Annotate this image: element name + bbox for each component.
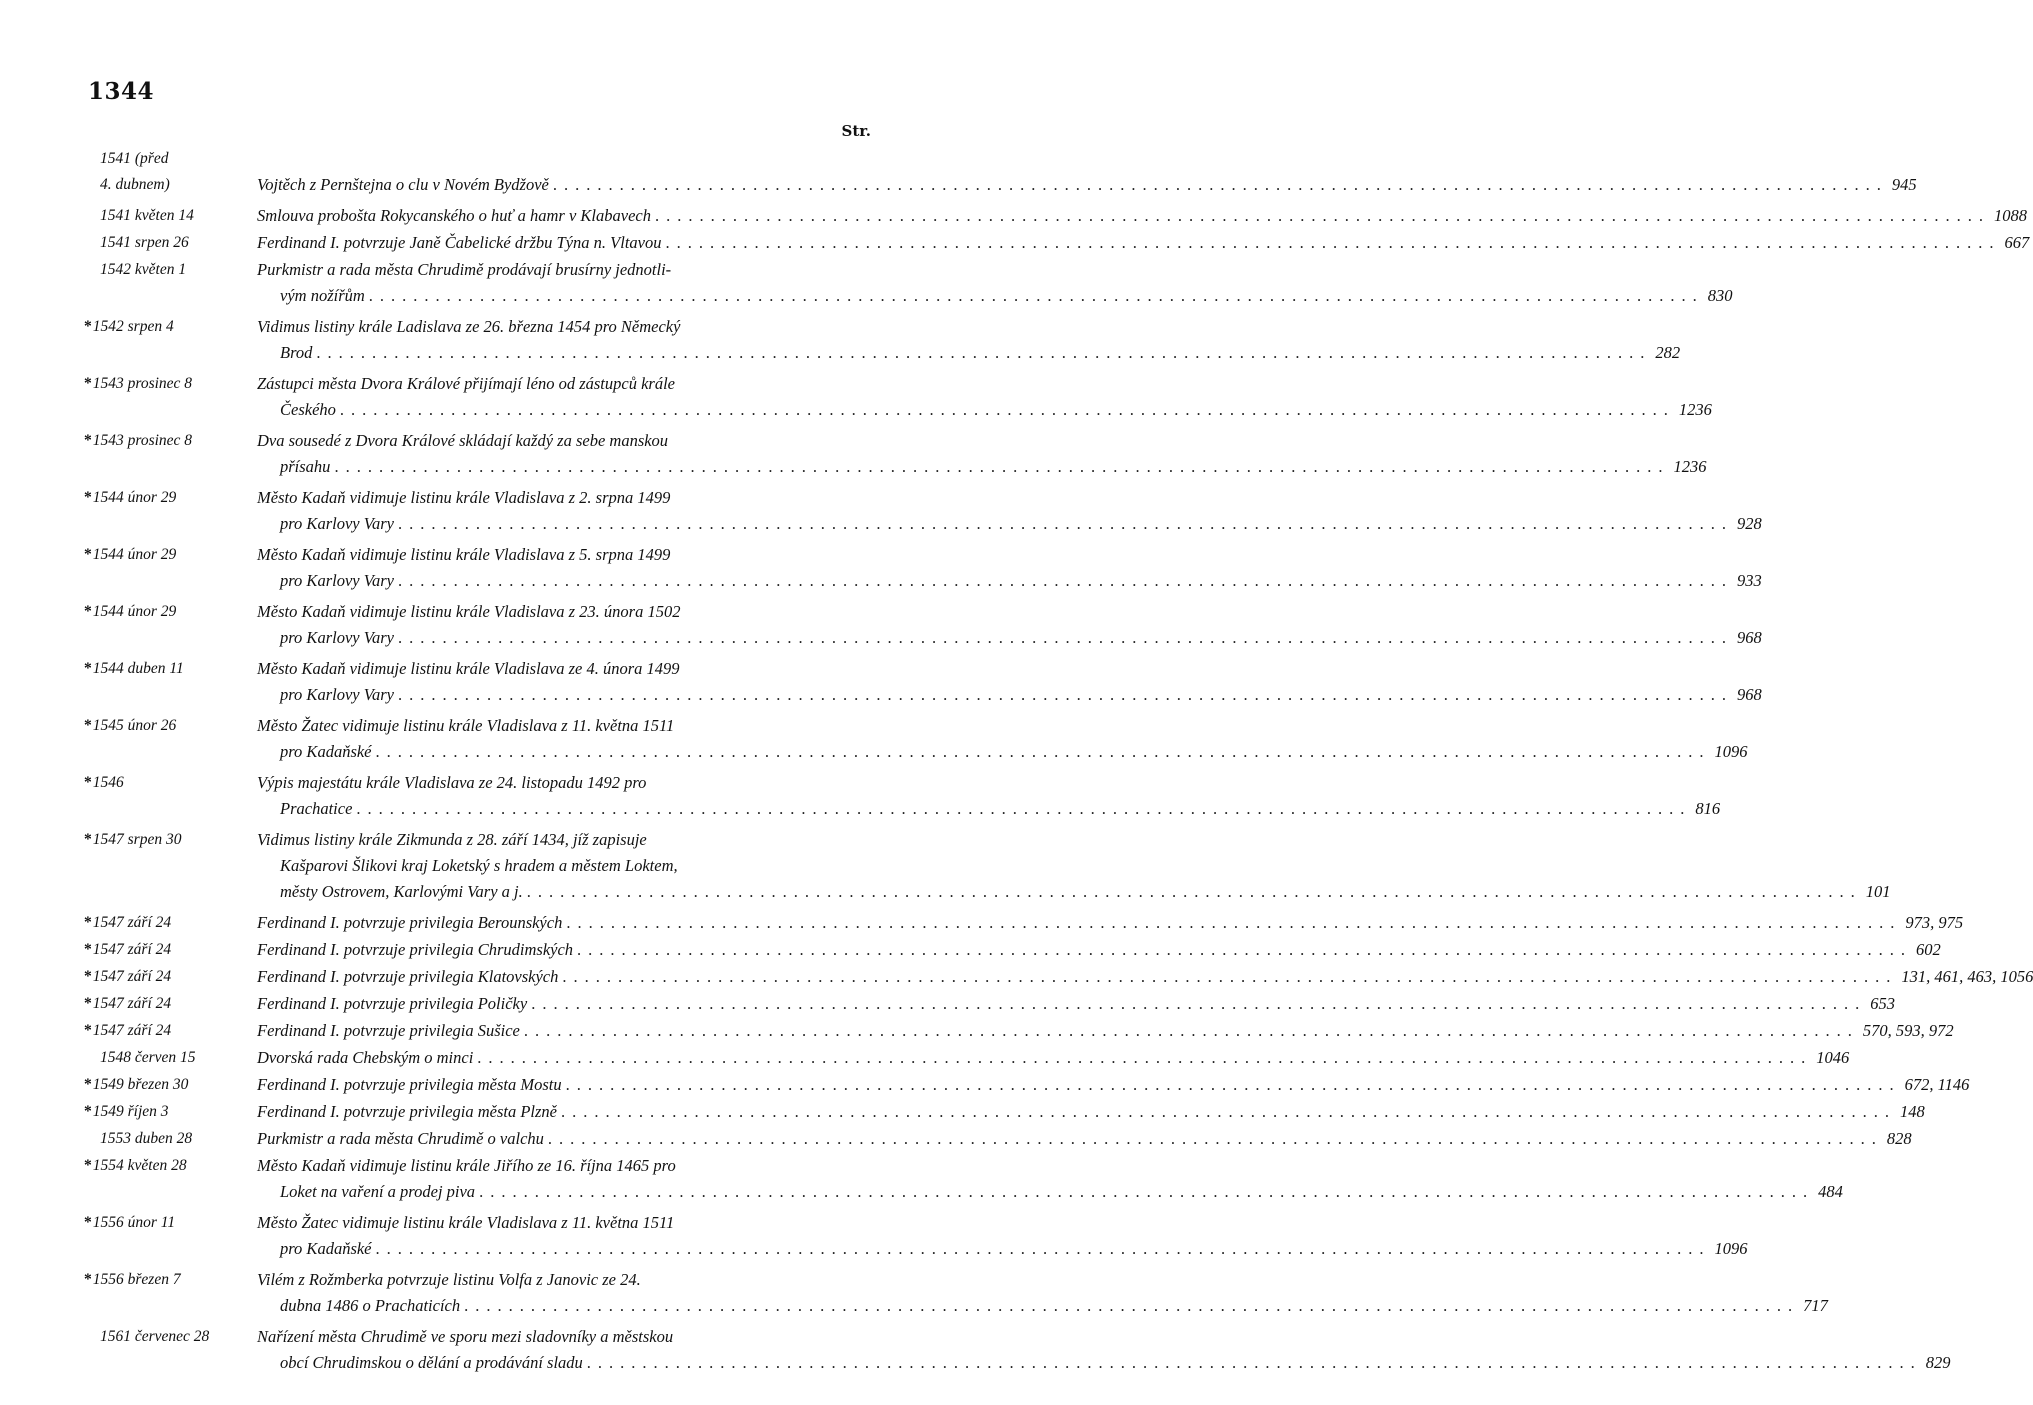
entry-page-ref: 602 (1916, 940, 1941, 959)
leader-dots: ........................................................................................................................ (566, 913, 1902, 932)
index-entry (0, 991, 1895, 1017)
index-entry (0, 485, 1762, 537)
entry-description (257, 937, 1941, 963)
entry-date-text: 1545 únor 26 (92, 717, 177, 734)
entry-date (84, 428, 249, 454)
entry-description (257, 485, 1762, 537)
entry-date-text: 1556 březen 7 (92, 1271, 181, 1288)
entry-description (257, 991, 1895, 1017)
entry-text: městy Ostrovem, Karlovými Vary a j. (280, 882, 523, 901)
entry-description (257, 770, 1721, 822)
index-entries (0, 146, 2033, 1381)
entry-description (257, 964, 2033, 990)
star-marker: * (84, 1022, 92, 1039)
leader-dots: ........................................................................................................................ (561, 1102, 1897, 1121)
star-marker: * (84, 660, 92, 677)
entry-text: Českého (280, 400, 336, 419)
leader-dots: ........................................................................................................................ (397, 628, 1733, 647)
entry-text: Ferdinand I. potvrzuje privilegia města Plzně (257, 1102, 558, 1121)
star-marker: * (84, 941, 92, 958)
entry-description (257, 1018, 1954, 1044)
leader-dots: ........................................................................................................................ (375, 742, 1711, 761)
entry-description (257, 146, 1917, 198)
entry-date-text: 1547 září 24 (92, 1022, 172, 1039)
entry-page-ref: 131, 461, 463, 1056 (1901, 967, 2033, 986)
star-marker: * (84, 489, 92, 506)
entry-page-ref: 667 (2004, 233, 2030, 252)
index-entry (0, 937, 1941, 963)
star-marker: * (84, 968, 92, 985)
entry-date (84, 656, 249, 682)
entry-date-text: 1542 květen 1 (100, 261, 187, 278)
leader-dots: ........................................................................................................................ (523, 1021, 1859, 1040)
entry-text: Dvorská rada Chebským o minci (257, 1048, 474, 1067)
leader-dots: ........................................................................................................................ (339, 400, 1675, 419)
page-number: 1344 (88, 78, 155, 105)
entry-page-ref: 653 (1870, 994, 1895, 1013)
entry-text: Loket na vaření a prodej piva (280, 1182, 476, 1201)
index-entry (0, 1072, 1970, 1098)
star-marker: * (84, 1271, 92, 1288)
entry-date (100, 1324, 265, 1350)
entry-date-text: 1543 prosinec 8 (92, 375, 193, 392)
leader-dots: ........................................................................................................................ (565, 1075, 1901, 1094)
leader-dots: ........................................................................................................................ (464, 1296, 1800, 1315)
entry-text: Ferdinand I. potvrzuje privilegia Poličky (257, 994, 528, 1013)
index-entry (0, 1210, 1748, 1262)
index-entry (0, 770, 1721, 822)
entry-date-text: 1544 únor 29 (92, 489, 177, 506)
entry-date (84, 1018, 249, 1044)
entry-page-ref: 282 (1655, 343, 1681, 362)
entry-text: Vilém z Rožmberka potvrzuje listinu Volfa z Janovic ze 24. (257, 1270, 641, 1289)
leader-dots: ........................................................................................................................ (479, 1182, 1815, 1201)
leader-dots: ........................................................................................................................ (356, 799, 1692, 818)
entry-description (257, 230, 2030, 256)
star-marker: * (84, 546, 92, 563)
index-entry (0, 314, 1681, 366)
entry-date-text: 1541 srpen 26 (100, 234, 189, 251)
entry-description (257, 1153, 1843, 1205)
entry-text: Zástupci města Dvora Králové přijímají léno od zástupců krále (257, 374, 675, 393)
entry-page-ref: 717 (1803, 1296, 1828, 1315)
star-marker: * (84, 995, 92, 1012)
star-marker: * (84, 603, 92, 620)
entry-date-text: 1544 únor 29 (92, 603, 177, 620)
entry-date-text: 1541 (před (100, 150, 169, 167)
entry-text: pro Kadaňské (280, 742, 372, 761)
entry-date (84, 827, 249, 853)
leader-dots: ........................................................................................................................ (531, 994, 1867, 1013)
entry-description (257, 1267, 1828, 1319)
index-entry (0, 964, 2033, 990)
entry-text: Ferdinand I. potvrzuje privilegia Chrudimských (257, 940, 574, 959)
index-entry (0, 1126, 1912, 1152)
index-entry (0, 910, 1964, 936)
entry-date (84, 314, 249, 340)
leader-dots: ........................................................................................................................ (577, 940, 1913, 959)
entry-date-text: 1544 únor 29 (92, 546, 177, 563)
leader-dots: ........................................................................................................................ (368, 286, 1704, 305)
entry-text: přísahu (280, 457, 331, 476)
star-marker: * (84, 1214, 92, 1231)
entry-date (84, 910, 249, 936)
index-entry (0, 1018, 1954, 1044)
entry-description (257, 1072, 1970, 1098)
entry-page-ref: 1088 (1993, 206, 2027, 225)
entry-text: pro Karlovy Vary (280, 571, 394, 590)
leader-dots: ........................................................................................................................ (375, 1239, 1711, 1258)
entry-date-text: 1547 září 24 (92, 941, 172, 958)
entry-description (257, 371, 1712, 423)
entry-text: Vidimus listiny krále Ladislava ze 26. března 1454 pro Německý (257, 317, 681, 336)
entry-page-ref: 933 (1736, 571, 1762, 590)
entry-date-text: 1549 říjen 3 (92, 1103, 169, 1120)
index-entry (0, 1099, 1925, 1125)
entry-page-ref: 973, 975 (1905, 913, 1964, 932)
entry-date-text: 1542 srpen 4 (92, 318, 174, 335)
entry-date-text: 1556 únor 11 (92, 1214, 176, 1231)
entry-date-text: 1546 (92, 774, 124, 791)
star-marker: * (84, 774, 92, 791)
leader-dots: ........................................................................................................................ (397, 571, 1733, 590)
entry-text: Vidimus listiny krále Zikmunda z 28. září 1434, jíž zapisuje (257, 830, 647, 849)
entry-text: Ferdinand I. potvrzuje privilegia Berounských (257, 913, 563, 932)
entry-date (84, 991, 249, 1017)
entry-text: Ferdinand I. potvrzuje Janě Čabelické držbu Týna n. Vltavou (257, 233, 662, 252)
index-entry (0, 1153, 1843, 1205)
entry-text: Nařízení města Chrudimě ve sporu mezi sladovníky a městskou (257, 1327, 674, 1346)
index-entry (0, 599, 1762, 651)
leader-dots: ........................................................................................................................ (477, 1048, 1813, 1067)
entry-date-text: 1547 září 24 (92, 995, 172, 1012)
entry-page-ref: 830 (1707, 286, 1733, 305)
leader-dots: ........................................................................................................................ (526, 882, 1862, 901)
entry-description (257, 599, 1762, 651)
entry-date (100, 1045, 265, 1071)
entry-date (84, 1267, 249, 1293)
entry-page-ref: 672, 1146 (1904, 1075, 1970, 1094)
leader-dots: ........................................................................................................................ (316, 343, 1652, 362)
entry-text: dubna 1486 o Prachaticích (280, 1296, 461, 1315)
entry-date-text: 1549 březen 30 (92, 1076, 189, 1093)
index-entry (0, 146, 1917, 198)
entry-date-text: 1547 září 24 (92, 968, 172, 985)
entry-text: Vojtěch z Pernštejna o clu v Novém Bydžově (257, 175, 549, 194)
entry-page-ref: 1236 (1678, 400, 1712, 419)
entry-date-text: 1547 srpen 30 (92, 831, 182, 848)
leader-dots: ........................................................................................................................ (547, 1129, 1883, 1148)
entry-date (100, 230, 265, 256)
entry-date (84, 1072, 249, 1098)
entry-text: Smlouva proboštа Rokycanského o huť a hamr v Klabavech (257, 206, 651, 225)
leader-dots: ........................................................................................................................ (552, 175, 1888, 194)
entry-page-ref: 570, 593, 972 (1862, 1021, 1954, 1040)
entry-text: Město Kadaň vidimuje listinu krále Jiřího ze 16. října 1465 pro (257, 1156, 676, 1175)
entry-date-text: 1543 prosinec 8 (92, 432, 193, 449)
entry-page-ref: 928 (1736, 514, 1762, 533)
index-entry (0, 230, 2030, 256)
entry-date (84, 713, 249, 739)
entry-page-ref: 1096 (1714, 1239, 1748, 1258)
entry-text: Ferdinand I. potvrzuje privilegia Klatovských (257, 967, 559, 986)
star-marker: * (84, 318, 92, 335)
entry-date (84, 371, 249, 397)
index-entry (0, 428, 1707, 480)
entry-date (84, 599, 249, 625)
entry-page-ref: 1046 (1816, 1048, 1850, 1067)
star-marker: * (84, 717, 92, 734)
entry-date (84, 485, 249, 511)
entry-description (257, 1099, 1925, 1125)
index-entry (0, 1267, 1828, 1319)
entry-page-ref: 945 (1891, 175, 1917, 194)
entry-description (257, 542, 1762, 594)
entry-description (257, 257, 1733, 309)
entry-description (257, 1126, 1912, 1152)
entry-date-text: 1548 červen 15 (100, 1049, 196, 1066)
entry-text: Město Kadaň vidimuje listinu krále Vladislava ze 4. února 1499 (257, 659, 680, 678)
entry-text: Brod (280, 343, 313, 362)
entry-text: pro Karlovy Vary (280, 685, 394, 704)
entry-text: Ferdinand I. potvrzuje privilegia Sušice (257, 1021, 520, 1040)
entry-date (100, 257, 265, 283)
entry-text: Prachatice (280, 799, 353, 818)
entry-page-ref: 148 (1900, 1102, 1925, 1121)
entry-date (100, 146, 265, 198)
entry-text: Město Žatec vidimuje listinu krále Vladislava z 11. května 1511 (257, 1213, 675, 1232)
star-marker: * (84, 375, 92, 392)
entry-page-ref: 828 (1886, 1129, 1912, 1148)
entry-date (84, 1153, 249, 1179)
entry-date (100, 203, 265, 229)
leader-dots: ........................................................................................................................ (562, 967, 1898, 986)
entry-page-ref: 816 (1695, 799, 1721, 818)
star-marker: * (84, 831, 92, 848)
entry-description (257, 713, 1748, 765)
entry-date (84, 542, 249, 568)
entry-date-text: 1561 červenec 28 (100, 1328, 210, 1345)
entry-page-ref: 484 (1818, 1182, 1843, 1201)
index-entry (0, 713, 1748, 765)
star-marker: * (84, 914, 92, 931)
entry-description (257, 827, 1891, 905)
entry-text: Dva sousedé z Dvora Králové skládají každý za sebe manskou (257, 431, 669, 450)
index-entry (0, 827, 1891, 905)
entry-text: pro Kadaňské (280, 1239, 372, 1258)
leader-dots: ........................................................................................................................ (654, 206, 1990, 225)
entry-text: Výpis majestátu krále Vladislava ze 24. listopadu 1492 pro (257, 773, 647, 792)
entry-text: vým nožířům (280, 286, 365, 305)
entry-description (257, 656, 1762, 708)
entry-date-text: 4. dubnem) (100, 176, 170, 193)
entry-description (257, 203, 2027, 229)
entry-date (84, 1210, 249, 1236)
entry-date-text: 1544 duben 11 (92, 660, 184, 677)
entry-text: Kašparovi Šlikovi kraj Loketský s hradem a městem Loktem, (280, 856, 678, 875)
entry-page-ref: 1096 (1714, 742, 1748, 761)
entry-date (84, 937, 249, 963)
star-marker: * (84, 432, 92, 449)
entry-date (84, 1099, 249, 1125)
page-column-label: Str. (841, 122, 871, 140)
entry-text: Purkmistr a rada města Chrudimě o valchu (257, 1129, 544, 1148)
entry-description (257, 1324, 1951, 1376)
entry-description (257, 428, 1707, 480)
entry-text: pro Karlovy Vary (280, 514, 394, 533)
leader-dots: ........................................................................................................................ (334, 457, 1670, 476)
entry-text: obcí Chrudimskou o dělání a prodávání sladu (280, 1353, 583, 1372)
star-marker: * (84, 1076, 92, 1093)
entry-page-ref: 101 (1865, 882, 1891, 901)
entry-date-text: 1541 květen 14 (100, 207, 194, 224)
entry-date (84, 770, 249, 796)
index-entry (0, 542, 1762, 594)
entry-description (257, 1045, 1850, 1071)
entry-date (84, 964, 249, 990)
entry-text: Město Žatec vidimuje listinu krále Vladislava z 11. května 1511 (257, 716, 675, 735)
index-entry (0, 257, 1733, 309)
entry-page-ref: 968 (1736, 628, 1762, 647)
index-entry (0, 1324, 1951, 1376)
entry-description (257, 314, 1681, 366)
entry-description (257, 1210, 1748, 1262)
leader-dots: ........................................................................................................................ (397, 514, 1733, 533)
index-entry (0, 371, 1712, 423)
entry-date (100, 1126, 265, 1152)
star-marker: * (84, 1157, 92, 1174)
index-entry (0, 203, 2027, 229)
entry-date-text: 1553 duben 28 (100, 1130, 193, 1147)
entry-page-ref: 829 (1925, 1353, 1951, 1372)
entry-text: Purkmistr a rada města Chrudimě prodávají brusírny jednotli- (257, 260, 672, 279)
entry-date-text: 1547 září 24 (92, 914, 172, 931)
index-entry (0, 1045, 1850, 1071)
entry-page-ref: 1236 (1673, 457, 1707, 476)
leader-dots: ........................................................................................................................ (397, 685, 1733, 704)
leader-dots: ........................................................................................................................ (586, 1353, 1922, 1372)
entry-date-text: 1554 květen 28 (92, 1157, 187, 1174)
entry-text: Město Kadaň vidimuje listinu krále Vladislava z 23. února 1502 (257, 602, 681, 621)
entry-description (257, 910, 1964, 936)
index-entry (0, 656, 1762, 708)
star-marker: * (84, 1103, 92, 1120)
entry-text: pro Karlovy Vary (280, 628, 394, 647)
entry-text: Město Kadaň vidimuje listinu krále Vladislava z 5. srpna 1499 (257, 545, 671, 564)
entry-page-ref: 968 (1736, 685, 1762, 704)
entry-text: Město Kadaň vidimuje listinu krále Vladislava z 2. srpna 1499 (257, 488, 671, 507)
leader-dots: ........................................................................................................................ (665, 233, 2001, 252)
entry-text: Ferdinand I. potvrzuje privilegia města Mostu (257, 1075, 562, 1094)
